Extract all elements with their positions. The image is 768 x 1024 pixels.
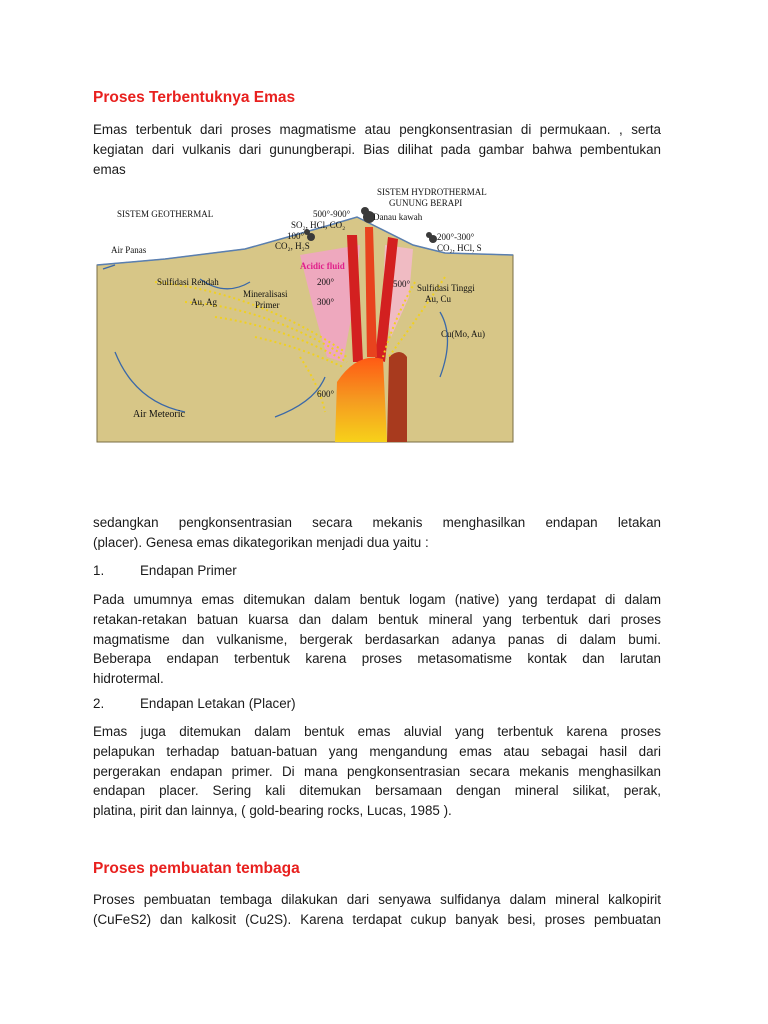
section-heading-emas: Proses Terbentuknya Emas [93, 89, 296, 106]
body-line: (placer). Genesa emas dikategorikan menjadi dua yaitu : [93, 534, 429, 550]
label-mineralisasi: Mineralisasi [243, 289, 288, 299]
body-line: sedangkan pengkonsentrasian secara mekanis menghasilkan endapan letakan [93, 515, 661, 530]
label-danau-kawah: Danau kawah [373, 212, 423, 222]
list-number: 1. [93, 563, 105, 578]
body-line: hidrotermal. [93, 671, 164, 687]
label-gunung-berapi: GUNUNG BERAPI [389, 198, 463, 208]
magma-dike [387, 352, 407, 442]
label-sistem-geothermal: SISTEM GEOTHERMAL [117, 209, 214, 219]
label-sulfidasi-rendah: Sulfidasi Rendah [157, 277, 219, 287]
label-air-panas: Air Panas [111, 245, 147, 255]
label-au-cu: Au, Cu [425, 294, 452, 304]
intro-line: emas [93, 161, 126, 177]
gold-formation-diagram [95, 187, 515, 445]
intro-line: Emas terbentuk dari proses magmatisme atau pengkonsentrasian di permukaan. , serta [93, 122, 661, 137]
label-gases-right: CO₂, HCl, S [437, 243, 482, 253]
placer-deposit-paragraph [93, 722, 661, 821]
label-au-ag: Au, Ag [191, 297, 218, 307]
label-temp-300: 300° [317, 297, 335, 307]
label-temp-center: 500°-900° [313, 209, 351, 219]
body-line: (CuFeS2) dan kalkosit (Cu2S). Karena terdapat cukup banyak besi, proses pembuatan [93, 911, 661, 927]
primary-deposit-paragraph [93, 590, 661, 689]
placer-paragraph [93, 513, 661, 553]
body-line: Emas juga ditemukan dalam bentuk emas aluvial yang terbentuk karena proses [93, 724, 661, 739]
label-temp-right: 200°-300° [437, 232, 475, 242]
label-cu-mo-au: Cu(Mo, Au) [441, 329, 486, 339]
body-line: retakan-retakan batuan kuarsa dan dalam bentuk mineral yang terbentuk dari proses [93, 611, 661, 627]
label-temp-200: 200° [317, 277, 335, 287]
label-gases-center: SO₂, HCl, CO₂ [291, 220, 346, 230]
intro-paragraph [93, 120, 661, 179]
label-temp-left: 100° [287, 231, 305, 241]
section-heading-tembaga: Proses pembuatan tembaga [93, 860, 300, 877]
list-item-endapan-primer: Endapan Primer [140, 563, 237, 578]
body-line: magmatisme dan vulkanisme, bergerak berdasarkan adanya panas di dalam bumi. [93, 631, 661, 647]
label-temp-600: 600° [317, 389, 335, 399]
label-primer: Primer [255, 300, 280, 310]
body-line: pergerakan endapan primer. Di mana pengkonsentrasian secara mekanis menghasilkan [93, 763, 661, 779]
body-line: endapan placer. Sering kali ditemukan bersamaan dengan mineral silikat, perak, [93, 783, 661, 799]
label-sulfidasi-tinggi: Sulfidasi Tinggi [417, 283, 475, 293]
list-item-endapan-letakan: Endapan Letakan (Placer) [140, 696, 296, 711]
body-line: platina, pirit dan lainnya, ( gold-bearing rocks, Lucas, 1985 ). [93, 803, 452, 819]
label-air-meteoric: Air Meteoric [133, 409, 185, 420]
body-line: Pada umumnya emas ditemukan dalam bentuk logam (native) yang terdapat di dalam [93, 592, 661, 607]
label-acidic-fluid: Acidic fluid [300, 261, 345, 271]
body-line: pelapukan terhadap batuan-batuan yang mengandung emas atau sebagai hasil dari [93, 743, 661, 759]
label-temp-500: 500° [393, 279, 411, 289]
label-sistem-hydrothermal: SISTEM HYDROTHERMAL [377, 187, 487, 197]
intro-line: kegiatan dari vulkanis dari gunungberapi. Bias dilihat pada gambar bahwa pembentukan [93, 141, 661, 157]
copper-paragraph [93, 890, 661, 930]
list-number: 2. [93, 696, 105, 711]
label-gases-left: CO₂, H₂S [275, 241, 310, 251]
body-line: Proses pembuatan tembaga dilakukan dari senyawa sulfidanya dalam mineral kalkopirit [93, 892, 661, 907]
body-line: Beberapa endapan terbentuk karena proses metasomatisme kontak dan larutan [93, 651, 661, 667]
